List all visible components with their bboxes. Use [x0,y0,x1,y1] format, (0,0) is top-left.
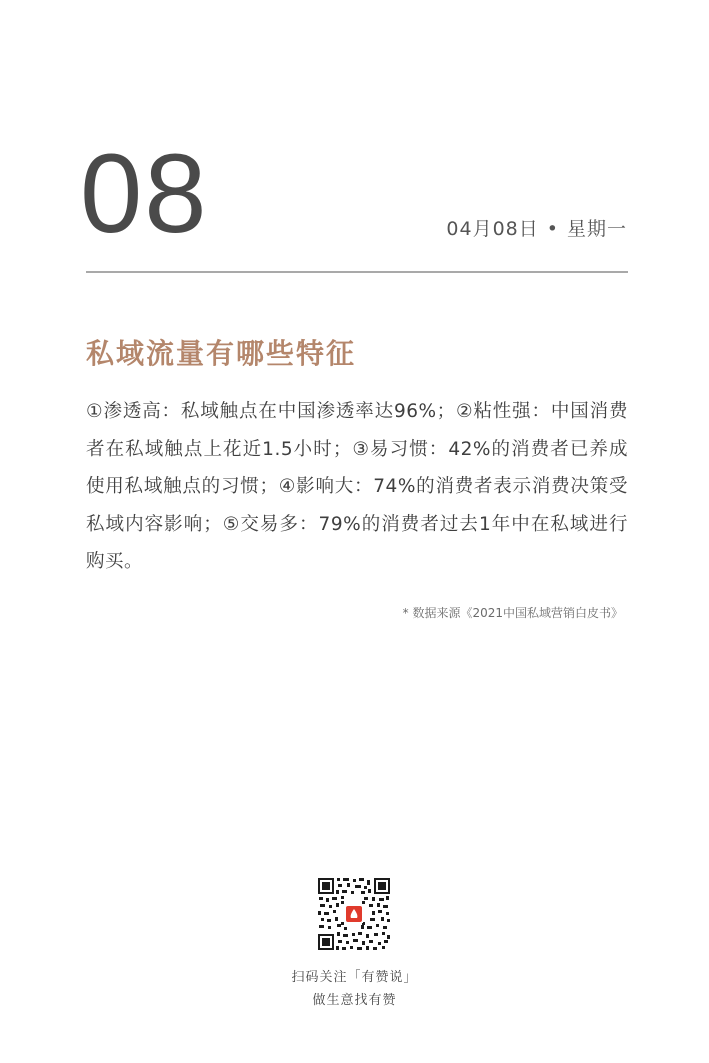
weekday-text: 星期一 [566,218,627,240]
source-note: * 数据来源《2021中国私域营销白皮书》 [402,606,623,620]
date-line [446,214,627,241]
article-title: 私域流量有哪些特征 [86,337,357,370]
date-text: 04月08日 [446,218,539,240]
day-number: 08 [80,131,209,256]
article-body: ①渗透高：私域触点在中国渗透率达96%；②粘性强：中国消费者在私域触点上花近1.5小时；③易习惯：42%的消费者已养成使用私域触点的习惯；④影响大：74%的消费者表示消费决策受私域内容影响；⑤交易多：79%的消费者过去1年中在私域进行购买。 [86,401,628,572]
divider [86,271,628,273]
qr-caption-line2: 做生意找有赞 [312,993,397,1008]
date-separator: • [546,218,559,240]
qr-code [317,877,391,951]
qr-caption-line1: 扫码关注「有赞说」 [291,970,418,985]
